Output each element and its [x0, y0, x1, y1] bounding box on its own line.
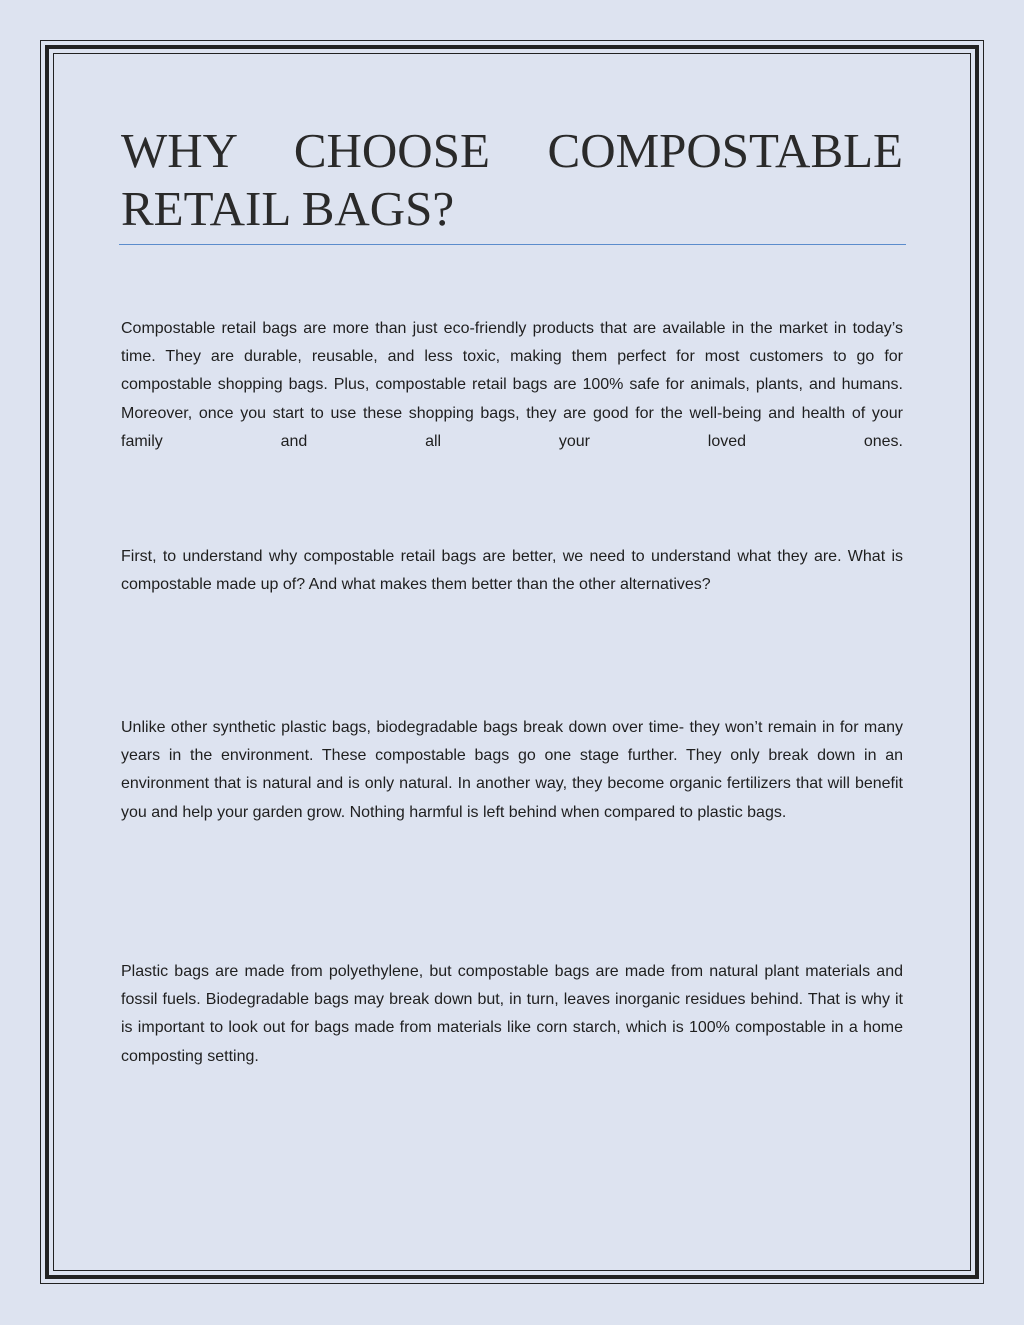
paragraph-breakdown: Unlike other synthetic plastic bags, biodegradable bags break down over time- they won’t remain in for many years in the environment. These compostable bags go one stage further. They only break down in an environment that is natural and is only natural. In another way, they become organic fertilizers that will benefit you and help your garden grow. Nothing harmful is left behind when compared to plastic bags. [121, 719, 903, 821]
paragraph-intro: Compostable retail bags are more than just eco-friendly products that are available in the market in today’s time. They are durable, reusable, and less toxic, making them perfect for most customers to go for compostable shopping bags. Plus, compostable retail bags are 100% safe for animals, plants, and humans. Moreover, once you start to use these shopping bags, they are good for the well-being and health of your family and all your loved ones. [121, 320, 903, 450]
title-underline [119, 244, 906, 245]
paragraph-materials: Plastic bags are made from polyethylene, but compostable bags are made from natural plant materials and fossil fuels. Biodegradable bags may break down but, in turn, leaves inorganic residues behind. That is why it is important to look out for bags made from materials like corn starch, which is 100% compostable in a home composting setting. [121, 963, 903, 1065]
paragraph-understanding: First, to understand why compostable retail bags are better, we need to understand what they are. What is compostable made up of? And what makes them better than the other alternatives? [121, 548, 903, 594]
page-title: WHY CHOOSE COMPOSTABLE RETAIL BAGS? [121, 123, 903, 236]
